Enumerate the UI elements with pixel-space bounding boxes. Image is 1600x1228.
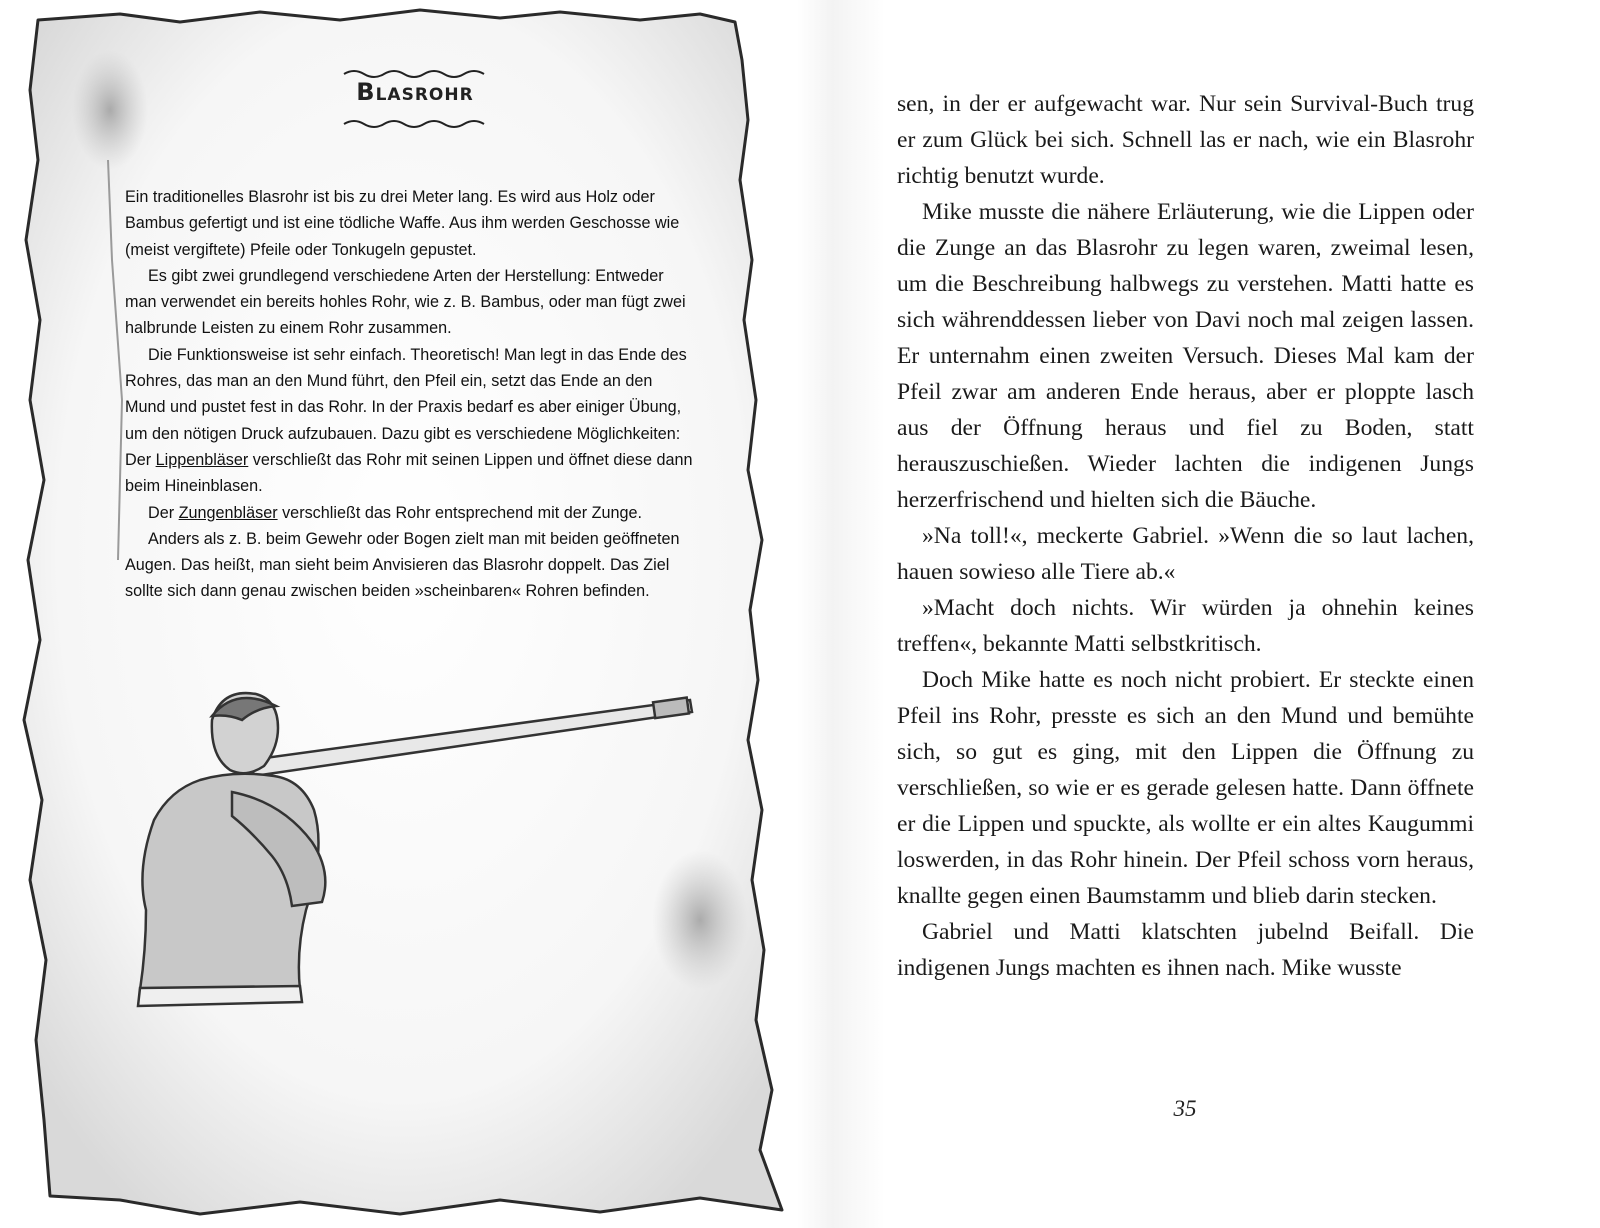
box-paragraph-3-start: Die Funktionsweise ist sehr einfach. Theoretisch! Man legt in das Ende des Rohres, das man an den Mund führt, den Pfeil ein, setzt das Ende an den Mund und pustet fest in das Rohr. In der Praxis bedarf es aber einiger Übung, um den nötigen Druck aufzubauen. Dazu gibt es verschiedene Möglichkeiten: Der xyxy=(125,345,687,469)
box-paragraph-3-end: verschließt das Rohr mit seinen Lippen und öffnet diese dann beim Hineinblasen. xyxy=(125,450,693,496)
box-paragraph-4-start: Der xyxy=(148,503,179,522)
term-lippenblaeser: Lippenbläser xyxy=(155,450,249,469)
box-paragraph-4 xyxy=(125,500,695,526)
book-gutter xyxy=(797,0,885,1228)
page-number: 35 xyxy=(1173,1096,1197,1121)
box-title: Blasrohr xyxy=(356,78,474,106)
box-paragraph-1: Ein traditionelles Blasrohr ist bis zu drei Meter lang. Es wird aus Holz oder Bambus gefertigt und ist eine tödliche Waffe. Aus ihm werden Geschosse wie (meist vergiftete) Pfeile oder Tonkugeln gepustet. xyxy=(125,188,680,259)
stain-right xyxy=(652,850,748,990)
figure-waistband xyxy=(138,986,302,1006)
main-paragraph-6: Gabriel und Matti klatschten jubelnd Beifall. Die indigenen Jungs machten es ihnen nach. Mike wusste xyxy=(897,919,1474,981)
box-paragraph-5: Anders als z. B. beim Gewehr oder Bogen zielt man mit beiden geöffneten Augen. Das heißt, man sieht beim Anvisieren das Blasrohr doppelt. Das Ziel sollte sich dann genau zwischen beiden »scheinbaren« Rohren befinden. xyxy=(125,529,680,601)
stain-top-left xyxy=(72,50,148,170)
term-zungenblaeser: Zungenbläser xyxy=(178,503,278,522)
main-paragraph-4: »Macht doch nichts. Wir würden ja ohnehin keines treffen«, bekannte Matti selbstkritisch. xyxy=(897,595,1474,657)
main-paragraph-2: Mike musste die nähere Erläuterung, wie die Lippen oder die Zunge an das Blasrohr zu legen waren, zweimal lesen, um die Beschreibung halbwegs zu verstehen. Matti hatte es sich währenddessen lieber von Davi noch mal zeigen lassen. Er unternahm einen zweiten Versuch. Dieses Mal kam der Pfeil zwar am anderen Ende heraus, aber er ploppte lasch aus der Öffnung heraus und fiel zu Boden, statt herauszuschießen. Wieder lachten die indigenen Jungs herzerfrischend und hielten sich die Bäuche. xyxy=(897,199,1474,513)
main-paragraph-1: sen, in der er aufgewacht war. Nur sein Survival-Buch trug er zum Glück bei sich. Schnell las er nach, wie ein Blasrohr richtig benutzt wurde. xyxy=(897,91,1474,189)
main-paragraph-3: »Na toll!«, meckerte Gabriel. »Wenn die so laut lachen, hauen sowieso alle Tiere ab.« xyxy=(897,523,1474,585)
box-paragraph-3 xyxy=(125,342,695,500)
box-paragraph-4-end: verschließt das Rohr entsprechend mit der Zunge. xyxy=(277,503,642,522)
main-paragraph-5: Doch Mike hatte es noch nicht probiert. Er steckte einen Pfeil ins Rohr, presste es sich an den Mund und bemühte sich, so gut es ging, mit den Lippen die Öffnung zu verschließen, so wie er es gerade gelesen hatte. Dann öffnete er die Lippen und spuckte, als wollte er ein altes Kaugummi loswerden, in das Rohr hinein. Der Pfeil schoss vorn heraus, knallte gegen einen Baumstamm und blieb darin stecken. xyxy=(897,667,1474,909)
info-box-text xyxy=(125,184,695,605)
main-text xyxy=(897,86,1474,986)
box-paragraph-2: Es gibt zwei grundlegend verschiedene Arten der Herstellung: Entweder man verwendet ein bereits hohles Rohr, wie z. B. Bambus, oder man fügt zwei halbrunde Leisten zu einem Rohr zusammen. xyxy=(125,266,686,338)
